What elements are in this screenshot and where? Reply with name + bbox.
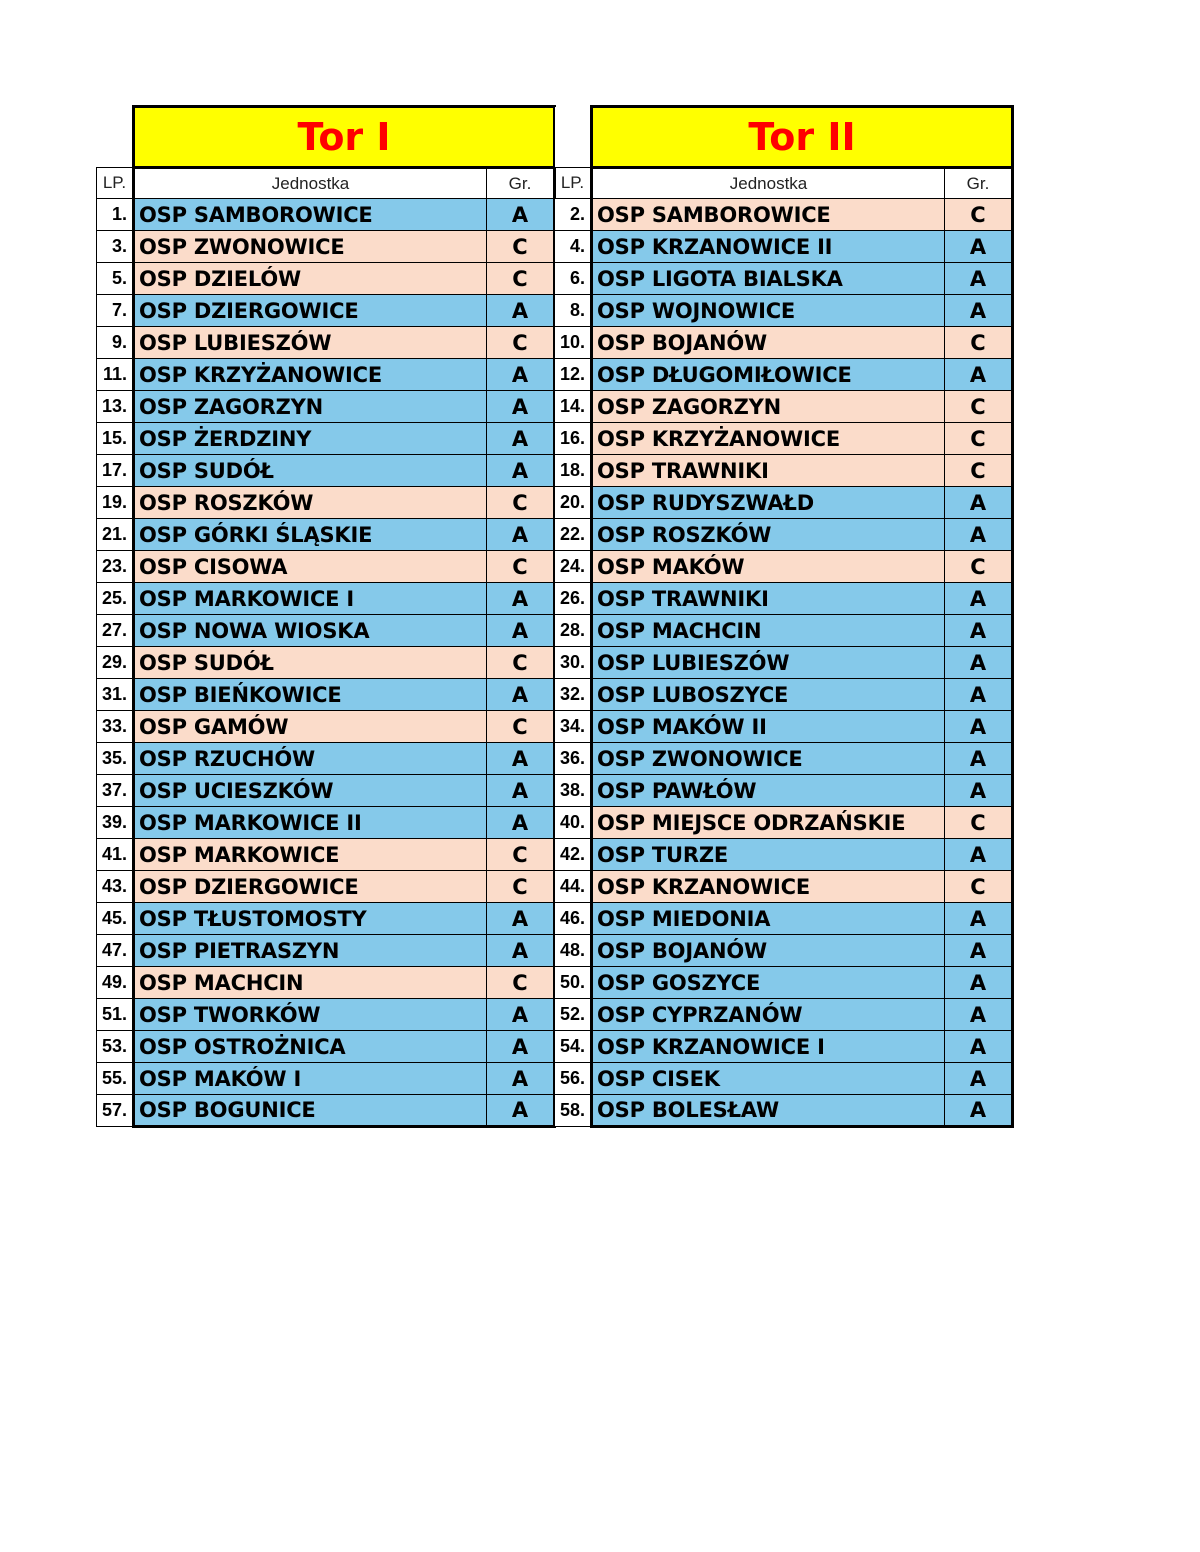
group-letter: C xyxy=(487,871,555,903)
unit-name: OSP OSTROŻNICA xyxy=(134,1031,487,1063)
table-row xyxy=(97,551,555,583)
group-letter: A xyxy=(487,615,555,647)
unit-name: OSP LUBIESZÓW xyxy=(134,327,487,359)
table-row xyxy=(97,807,555,839)
unit-name: OSP PAWŁÓW xyxy=(592,775,945,807)
unit-name: OSP TWORKÓW xyxy=(134,999,487,1031)
table-row xyxy=(555,1031,1013,1063)
unit-name: OSP KRZYŻANOWICE xyxy=(592,423,945,455)
table-row xyxy=(555,967,1013,999)
group-letter: C xyxy=(487,327,555,359)
table-row xyxy=(555,743,1013,775)
row-number: 37. xyxy=(97,775,134,807)
table-row xyxy=(97,263,555,295)
unit-name: OSP KRZYŻANOWICE xyxy=(134,359,487,391)
row-number: 24. xyxy=(555,551,592,583)
table-row xyxy=(97,647,555,679)
group-letter: A xyxy=(487,583,555,615)
row-number: 58. xyxy=(555,1095,592,1127)
group-letter: A xyxy=(945,935,1013,967)
unit-name: OSP TRAWNIKI xyxy=(592,455,945,487)
unit-name: OSP BIEŃKOWICE xyxy=(134,679,487,711)
unit-name: OSP MAKÓW II xyxy=(592,711,945,743)
table-row xyxy=(97,423,555,455)
table-row xyxy=(97,1031,555,1063)
table-row xyxy=(97,615,555,647)
unit-name: OSP MARKOWICE xyxy=(134,839,487,871)
row-number: 35. xyxy=(97,743,134,775)
group-letter: A xyxy=(487,295,555,327)
unit-name: OSP DZIERGOWICE xyxy=(134,871,487,903)
group-letter: A xyxy=(945,519,1013,551)
table-row xyxy=(97,711,555,743)
table-row xyxy=(97,199,555,231)
unit-name: OSP DZIELÓW xyxy=(134,263,487,295)
unit-name: OSP ZAGORZYN xyxy=(134,391,487,423)
unit-name: OSP TURZE xyxy=(592,839,945,871)
row-number: 8. xyxy=(555,295,592,327)
group-letter: C xyxy=(945,871,1013,903)
row-number: 18. xyxy=(555,455,592,487)
row-number: 19. xyxy=(97,487,134,519)
table-row xyxy=(97,775,555,807)
unit-name: OSP MACHCIN xyxy=(134,967,487,999)
row-number: 1. xyxy=(97,199,134,231)
group-letter: A xyxy=(945,1063,1013,1095)
unit-name: OSP ROSZKÓW xyxy=(134,487,487,519)
unit-name: OSP CISOWA xyxy=(134,551,487,583)
track-title: Tor I xyxy=(134,107,555,168)
unit-name: OSP BOLESŁAW xyxy=(592,1095,945,1127)
row-number: 33. xyxy=(97,711,134,743)
table-row xyxy=(555,1095,1013,1127)
unit-name: OSP SAMBOROWICE xyxy=(592,199,945,231)
row-number: 6. xyxy=(555,263,592,295)
header-group: Gr. xyxy=(487,168,555,199)
unit-name: OSP ŻERDZINY xyxy=(134,423,487,455)
unit-name: OSP WOJNOWICE xyxy=(592,295,945,327)
unit-name: OSP GOSZYCE xyxy=(592,967,945,999)
group-letter: A xyxy=(945,295,1013,327)
row-number: 9. xyxy=(97,327,134,359)
group-letter: A xyxy=(487,679,555,711)
group-letter: A xyxy=(487,935,555,967)
unit-name: OSP MIEJSCE ODRZAŃSKIE xyxy=(592,807,945,839)
track-title-row xyxy=(555,107,1013,168)
unit-name: OSP KRZANOWICE I xyxy=(592,1031,945,1063)
row-number: 5. xyxy=(97,263,134,295)
unit-name: OSP RZUCHÓW xyxy=(134,743,487,775)
table-row xyxy=(97,967,555,999)
table-row xyxy=(555,871,1013,903)
unit-name: OSP SAMBOROWICE xyxy=(134,199,487,231)
row-number: 11. xyxy=(97,359,134,391)
table-row xyxy=(555,583,1013,615)
group-letter: A xyxy=(945,903,1013,935)
row-number: 26. xyxy=(555,583,592,615)
group-letter: A xyxy=(487,359,555,391)
table-row xyxy=(555,839,1013,871)
table-row xyxy=(555,647,1013,679)
unit-name: OSP PIETRASZYN xyxy=(134,935,487,967)
unit-name: OSP TRAWNIKI xyxy=(592,583,945,615)
table-row xyxy=(97,935,555,967)
group-letter: A xyxy=(945,711,1013,743)
unit-name: OSP GÓRKI ŚLĄSKIE xyxy=(134,519,487,551)
table-row xyxy=(97,743,555,775)
table-row xyxy=(555,807,1013,839)
table-row xyxy=(97,583,555,615)
table-row xyxy=(555,487,1013,519)
group-letter: C xyxy=(487,231,555,263)
table-row xyxy=(97,487,555,519)
table-row xyxy=(555,199,1013,231)
group-letter: C xyxy=(945,199,1013,231)
header-unit: Jednostka xyxy=(592,168,945,199)
header-row xyxy=(97,168,555,199)
unit-name: OSP KRZANOWICE xyxy=(592,871,945,903)
unit-name: OSP MACHCIN xyxy=(592,615,945,647)
row-number: 7. xyxy=(97,295,134,327)
unit-name: OSP LIGOTA BIALSKA xyxy=(592,263,945,295)
group-letter: A xyxy=(945,775,1013,807)
unit-name: OSP KRZANOWICE II xyxy=(592,231,945,263)
group-letter: A xyxy=(945,967,1013,999)
row-number: 56. xyxy=(555,1063,592,1095)
table-row xyxy=(97,679,555,711)
title-spacer xyxy=(555,107,592,168)
row-number: 16. xyxy=(555,423,592,455)
group-letter: A xyxy=(487,903,555,935)
row-number: 27. xyxy=(97,615,134,647)
row-number: 51. xyxy=(97,999,134,1031)
track-1-table xyxy=(96,105,556,1128)
group-letter: C xyxy=(945,391,1013,423)
table-row xyxy=(97,519,555,551)
group-letter: A xyxy=(487,455,555,487)
group-letter: A xyxy=(487,1063,555,1095)
unit-name: OSP MIEDONIA xyxy=(592,903,945,935)
unit-name: OSP UCIESZKÓW xyxy=(134,775,487,807)
unit-name: OSP ROSZKÓW xyxy=(592,519,945,551)
group-letter: A xyxy=(487,1095,555,1127)
table-row xyxy=(555,679,1013,711)
group-letter: A xyxy=(487,391,555,423)
row-number: 50. xyxy=(555,967,592,999)
table-row xyxy=(555,359,1013,391)
table-row xyxy=(97,391,555,423)
row-number: 23. xyxy=(97,551,134,583)
group-letter: A xyxy=(945,1095,1013,1127)
unit-name: OSP DZIERGOWICE xyxy=(134,295,487,327)
group-letter: A xyxy=(945,1031,1013,1063)
row-number: 49. xyxy=(97,967,134,999)
table-row xyxy=(555,1063,1013,1095)
unit-name: OSP NOWA WIOSKA xyxy=(134,615,487,647)
group-letter: A xyxy=(945,487,1013,519)
unit-name: OSP MAKÓW xyxy=(592,551,945,583)
unit-name: OSP SUDÓŁ xyxy=(134,647,487,679)
row-number: 39. xyxy=(97,807,134,839)
table-row xyxy=(555,263,1013,295)
table-row xyxy=(555,775,1013,807)
group-letter: C xyxy=(487,551,555,583)
row-number: 13. xyxy=(97,391,134,423)
unit-name: OSP CYPRZANÓW xyxy=(592,999,945,1031)
row-number: 40. xyxy=(555,807,592,839)
row-number: 38. xyxy=(555,775,592,807)
table-row xyxy=(555,519,1013,551)
group-letter: C xyxy=(945,423,1013,455)
group-letter: A xyxy=(487,519,555,551)
row-number: 4. xyxy=(555,231,592,263)
group-letter: C xyxy=(945,551,1013,583)
group-letter: C xyxy=(945,455,1013,487)
row-number: 29. xyxy=(97,647,134,679)
row-number: 25. xyxy=(97,583,134,615)
row-number: 14. xyxy=(555,391,592,423)
group-letter: A xyxy=(945,263,1013,295)
row-number: 21. xyxy=(97,519,134,551)
group-letter: C xyxy=(487,647,555,679)
unit-name: OSP SUDÓŁ xyxy=(134,455,487,487)
group-letter: C xyxy=(487,487,555,519)
row-number: 48. xyxy=(555,935,592,967)
row-number: 22. xyxy=(555,519,592,551)
track-2-table xyxy=(554,105,1014,1128)
unit-name: OSP BOGUNICE xyxy=(134,1095,487,1127)
title-spacer xyxy=(97,107,134,168)
header-lp: LP. xyxy=(97,168,134,199)
group-letter: C xyxy=(487,967,555,999)
table-row xyxy=(555,999,1013,1031)
unit-name: OSP ZWONOWICE xyxy=(134,231,487,263)
unit-name: OSP MARKOWICE I xyxy=(134,583,487,615)
unit-name: OSP LUBIESZÓW xyxy=(592,647,945,679)
unit-name: OSP BOJANÓW xyxy=(592,327,945,359)
table-row xyxy=(97,231,555,263)
group-letter: A xyxy=(487,423,555,455)
table-row xyxy=(97,839,555,871)
row-number: 53. xyxy=(97,1031,134,1063)
row-number: 47. xyxy=(97,935,134,967)
row-number: 54. xyxy=(555,1031,592,1063)
unit-name: OSP MARKOWICE II xyxy=(134,807,487,839)
table-row xyxy=(555,423,1013,455)
group-letter: A xyxy=(945,647,1013,679)
table-row xyxy=(97,455,555,487)
unit-name: OSP ZWONOWICE xyxy=(592,743,945,775)
table-row xyxy=(555,551,1013,583)
unit-name: OSP CISEK xyxy=(592,1063,945,1095)
group-letter: A xyxy=(945,583,1013,615)
row-number: 10. xyxy=(555,327,592,359)
group-letter: A xyxy=(945,999,1013,1031)
row-number: 32. xyxy=(555,679,592,711)
unit-name: OSP BOJANÓW xyxy=(592,935,945,967)
table-row xyxy=(97,359,555,391)
table-row xyxy=(555,615,1013,647)
group-letter: C xyxy=(487,839,555,871)
group-letter: C xyxy=(487,263,555,295)
group-letter: C xyxy=(945,327,1013,359)
table-row xyxy=(555,455,1013,487)
group-letter: A xyxy=(945,615,1013,647)
group-letter: A xyxy=(487,199,555,231)
row-number: 31. xyxy=(97,679,134,711)
group-letter: C xyxy=(945,807,1013,839)
unit-name: OSP GAMÓW xyxy=(134,711,487,743)
row-number: 46. xyxy=(555,903,592,935)
header-unit: Jednostka xyxy=(134,168,487,199)
row-number: 30. xyxy=(555,647,592,679)
header-lp: LP. xyxy=(555,168,592,199)
row-number: 52. xyxy=(555,999,592,1031)
group-letter: A xyxy=(945,231,1013,263)
header-group: Gr. xyxy=(945,168,1013,199)
table-row xyxy=(555,711,1013,743)
unit-name: OSP RUDYSZWAŁD xyxy=(592,487,945,519)
row-number: 20. xyxy=(555,487,592,519)
table-row xyxy=(555,231,1013,263)
table-row xyxy=(97,1095,555,1127)
unit-name: OSP MAKÓW I xyxy=(134,1063,487,1095)
table-row xyxy=(97,999,555,1031)
row-number: 34. xyxy=(555,711,592,743)
group-letter: A xyxy=(487,775,555,807)
row-number: 43. xyxy=(97,871,134,903)
track-title: Tor II xyxy=(592,107,1013,168)
row-number: 41. xyxy=(97,839,134,871)
table-row xyxy=(97,1063,555,1095)
track-title-row xyxy=(97,107,555,168)
table-row xyxy=(555,903,1013,935)
group-letter: A xyxy=(487,1031,555,1063)
row-number: 17. xyxy=(97,455,134,487)
group-letter: A xyxy=(487,999,555,1031)
unit-name: OSP LUBOSZYCE xyxy=(592,679,945,711)
row-number: 36. xyxy=(555,743,592,775)
group-letter: A xyxy=(945,839,1013,871)
table-row xyxy=(555,295,1013,327)
header-row xyxy=(555,168,1013,199)
row-number: 42. xyxy=(555,839,592,871)
row-number: 28. xyxy=(555,615,592,647)
table-row xyxy=(97,903,555,935)
unit-name: OSP ZAGORZYN xyxy=(592,391,945,423)
unit-name: OSP DŁUGOMIŁOWICE xyxy=(592,359,945,391)
row-number: 55. xyxy=(97,1063,134,1095)
row-number: 45. xyxy=(97,903,134,935)
table-row xyxy=(555,935,1013,967)
row-number: 2. xyxy=(555,199,592,231)
row-number: 15. xyxy=(97,423,134,455)
table-row xyxy=(97,295,555,327)
table-row xyxy=(555,327,1013,359)
table-row xyxy=(555,391,1013,423)
group-letter: A xyxy=(945,743,1013,775)
group-letter: C xyxy=(487,711,555,743)
group-letter: A xyxy=(945,679,1013,711)
row-number: 12. xyxy=(555,359,592,391)
table-row xyxy=(97,327,555,359)
group-letter: A xyxy=(487,807,555,839)
table-row xyxy=(97,871,555,903)
group-letter: A xyxy=(945,359,1013,391)
row-number: 3. xyxy=(97,231,134,263)
row-number: 57. xyxy=(97,1095,134,1127)
group-letter: A xyxy=(487,743,555,775)
row-number: 44. xyxy=(555,871,592,903)
unit-name: OSP TŁUSTOMOSTY xyxy=(134,903,487,935)
